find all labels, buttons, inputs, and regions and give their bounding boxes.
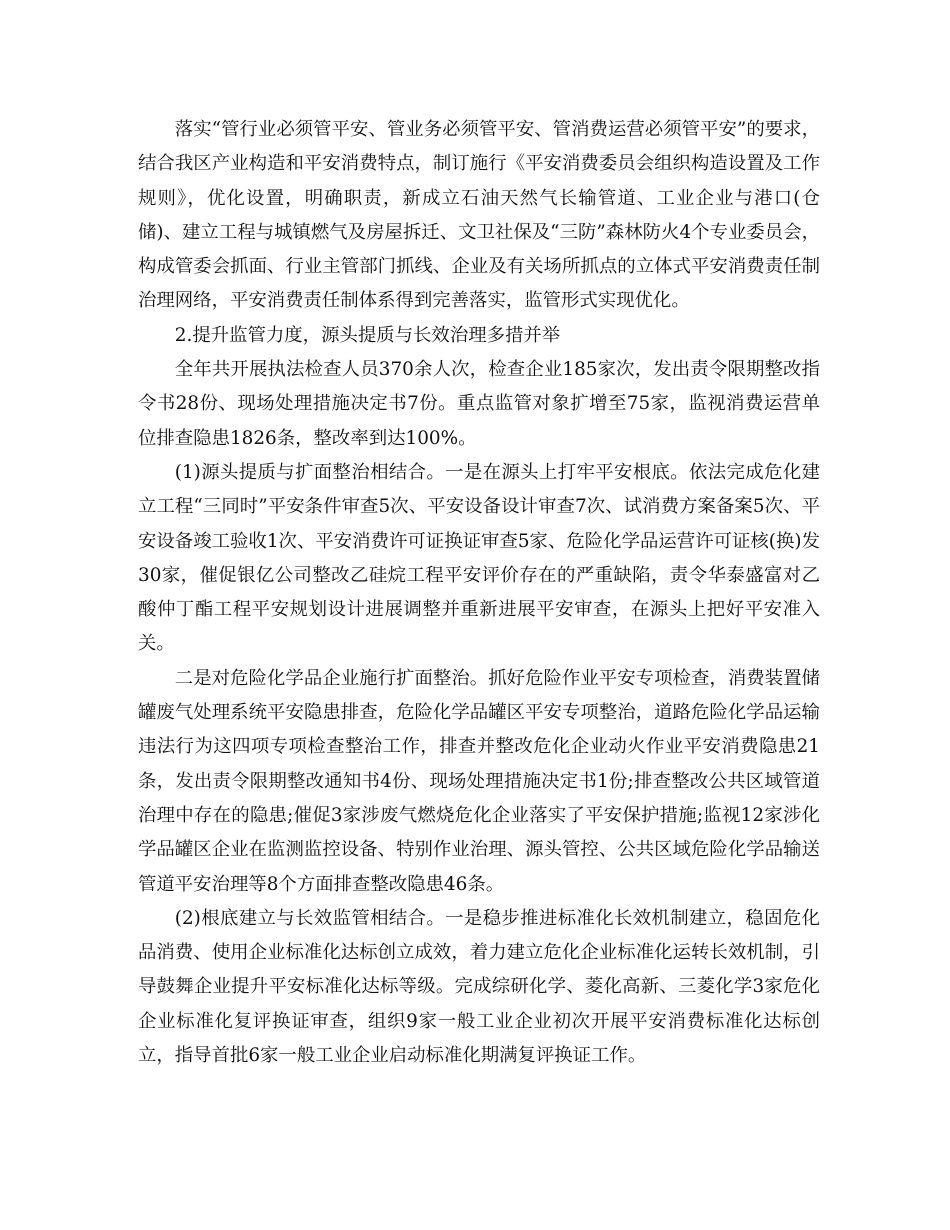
- paragraph-source-quality: (1)源头提质与扩面整治相结合。一是在源头上打牢平安根底。依法完成危化建立工程“三同时”平安条件审查5次、平安设备设计审查7次、试消费方案备案5次、平安设备竣工验收1次、平安消费许可证换证审查5家、危险化学品运营许可证核(换)发30家，催促银亿公司整改乙硅烷工程平安评价存在的严重缺陷，责令华泰盛富对乙酸仲丁酯工程平安规划设计进展调整并重新进展平安审查，在源头上把好平安准入关。: [138, 461, 820, 655]
- section-heading-supervision: 2.提升监管力度，源头提质与长效治理多措并举: [174, 324, 561, 346]
- paragraph-responsibility: 落实“管行业必须管平安、管业务必须管平安、管消费运营必须管平安”的要求，结合我区产业构造和平安消费特点，制订施行《平安消费委员会组织构造设置及工作规则》，优化设置，明确职责，新成立石油天然气长输管道、工业企业与港口(仓储)、建立工程与城镇燃气及房屋拆迁、文卫社保及“三防”森林防火4个专业委员会，构成管委会抓面、行业主管部门抓线、企业及有关场所抓点的立体式平安消费责任制治理网络，平安消费责任制体系得到完善落实，监管形式实现优化。: [138, 119, 820, 312]
- document-body: [138, 113, 820, 1073]
- paragraph-inspection-stats: 全年共开展执法检查人员370余人次，检查企业185家次，发出责令限期整改指令书28份、现场处理措施决定书7份。重点监管对象扩增至75家，监视消费运营单位排查隐患1826条，整改率到达100%。: [138, 359, 820, 449]
- paragraph-standardization: (2)根底建立与长效监管相结合。一是稳步推进标准化长效机制建立，稳固危化品消费、使用企业标准化达标创立成效，着力建立危化企业标准化运转长效机制，引导鼓舞企业提升平安标准化达标等级。完成综研化学、菱化高新、三菱化学3家危化企业标准化复评换证审查，组织9家一般工业企业初次开展平安消费标准化达标创立，指导首批6家一般工业企业启动标准化期满复评换证工作。: [138, 907, 820, 1067]
- paragraph-hazardous-chemicals: 二是对危险化学品企业施行扩面整治。抓好危险作业平安专项检查，消费装置储罐废气处理系统平安隐患排查，危险化学品罐区平安专项整治，道路危险化学品运输违法行为这四项专项检查整治工作，排查并整改危化企业动火作业平安消费隐患21条，发出责令限期整改通知书4份、现场处理措施决定书1份;排查整改公共区域管道治理中存在的隐患;催促3家涉废气燃烧危化企业落实了平安保护措施;监视12家涉化学品罐区企业在监测监控设备、特别作业治理、源头管控、公共区域危险化学品输送管道平安治理等8个方面排查整改隐患46条。: [138, 667, 820, 895]
